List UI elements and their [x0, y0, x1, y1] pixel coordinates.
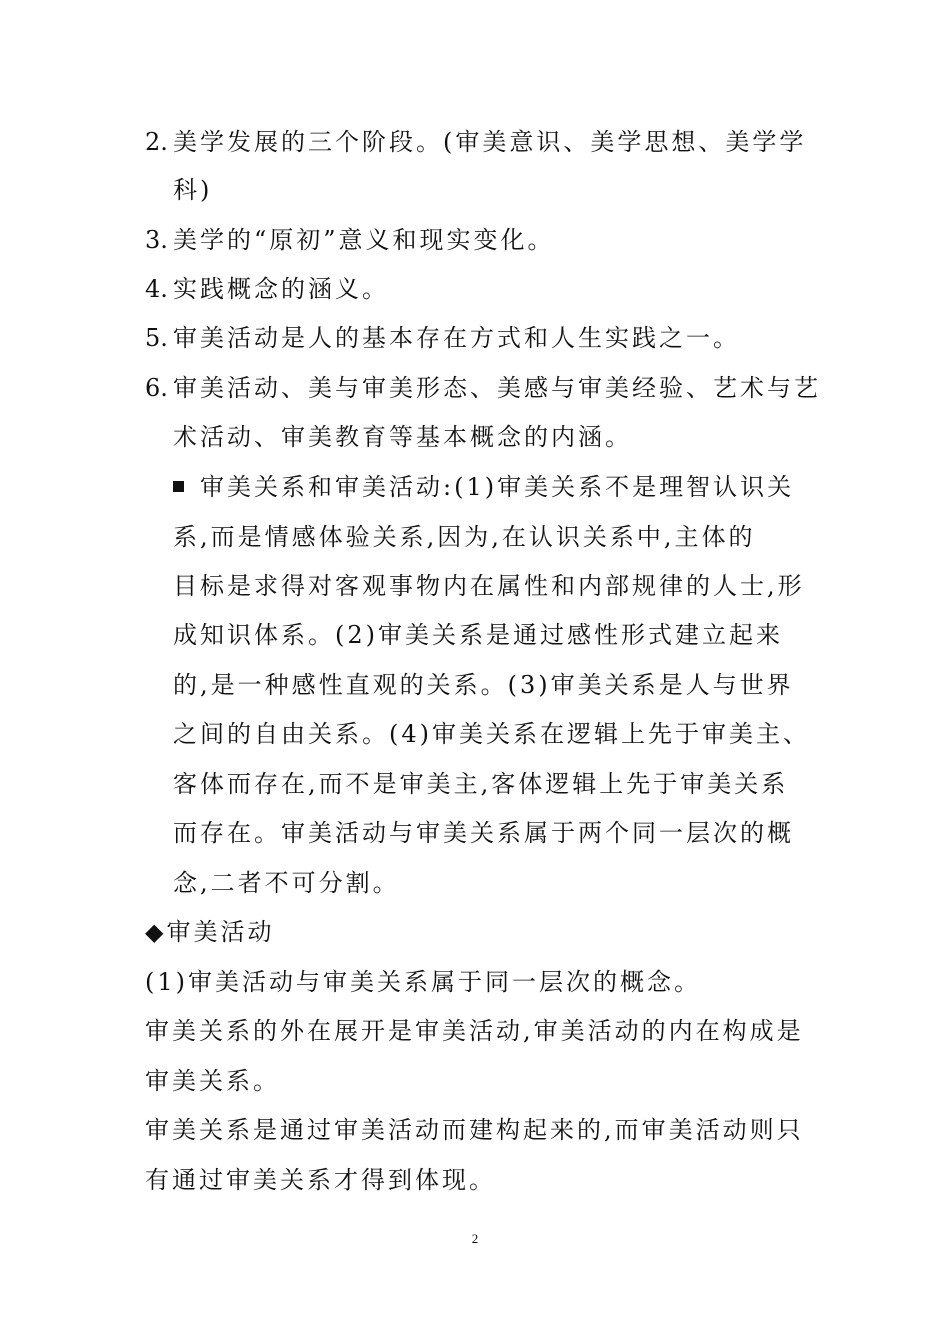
paragraph-1-line-1: 审美关系的外在展开是审美活动,审美活动的内在构成是	[145, 1017, 804, 1045]
bullet-paragraph-line: 之间的自由关系。(4)审美关系在逻辑上先于审美主、	[173, 720, 810, 748]
list-item-2-continuation: 科)	[173, 176, 213, 204]
bullet-paragraph-line: 而存在。审美活动与审美关系属于两个同一层次的概	[173, 819, 794, 847]
square-bullet-icon	[173, 481, 184, 492]
bullet-paragraph-first-line	[173, 462, 794, 512]
item-text: 实践概念的涵义。	[173, 275, 389, 303]
paragraph-2-line-2: 有通过审美关系才得到体现。	[145, 1166, 496, 1194]
bullet-paragraph-line: 系,而是情感体验关系,因为,在认识关系中,主体的	[173, 523, 756, 551]
bullet-paragraph-line: 客体而存在,而不是审美主,客体逻辑上先于审美关系	[173, 770, 789, 798]
item-number: 4.	[145, 275, 168, 303]
list-item-3	[145, 215, 555, 265]
item-text: 美学发展的三个阶段。(审美意识、美学思想、美学学	[173, 128, 807, 156]
paragraph-2-line-1: 审美关系是通过审美活动而建构起来的,而审美活动则只	[145, 1116, 804, 1144]
bullet-paragraph-line: 的,是一种感性直观的关系。(3)审美关系是人与世界	[173, 671, 794, 699]
bullet-paragraph-line: 目标是求得对客观事物内在属性和内部规律的人士,形	[173, 572, 805, 600]
page-number: 2	[471, 1231, 479, 1246]
list-item-6	[145, 363, 821, 413]
item-text: 审美活动、美与审美形态、美感与审美经验、艺术与艺	[173, 374, 821, 402]
item-number: 5.	[145, 324, 168, 352]
bullet-paragraph-line: 成知识体系。(2)审美关系是通过感性形式建立起来	[173, 621, 783, 649]
bullet-paragraph-line: 念,二者不可分割。	[173, 869, 400, 897]
item-number: 3.	[145, 226, 168, 254]
item-text: 美学的“原初”意义和现实变化。	[173, 226, 555, 254]
paragraph-1-line-2: 审美关系。	[145, 1067, 280, 1095]
list-item-2	[145, 117, 806, 167]
section-subheading: (1)审美活动与审美关系属于同一层次的概念。	[145, 968, 701, 996]
item-text: 审美活动是人的基本存在方式和人生实践之一。	[173, 324, 740, 352]
section-heading: ◆审美活动	[145, 918, 275, 946]
list-item-4	[145, 264, 389, 314]
list-item-5	[145, 313, 740, 363]
list-item-6-continuation: 术活动、审美教育等基本概念的内涵。	[173, 423, 632, 451]
item-number: 2.	[145, 128, 168, 156]
item-number: 6.	[145, 374, 168, 402]
bullet-text: 审美关系和审美活动:(1)审美关系不是理智认识关	[200, 473, 795, 501]
